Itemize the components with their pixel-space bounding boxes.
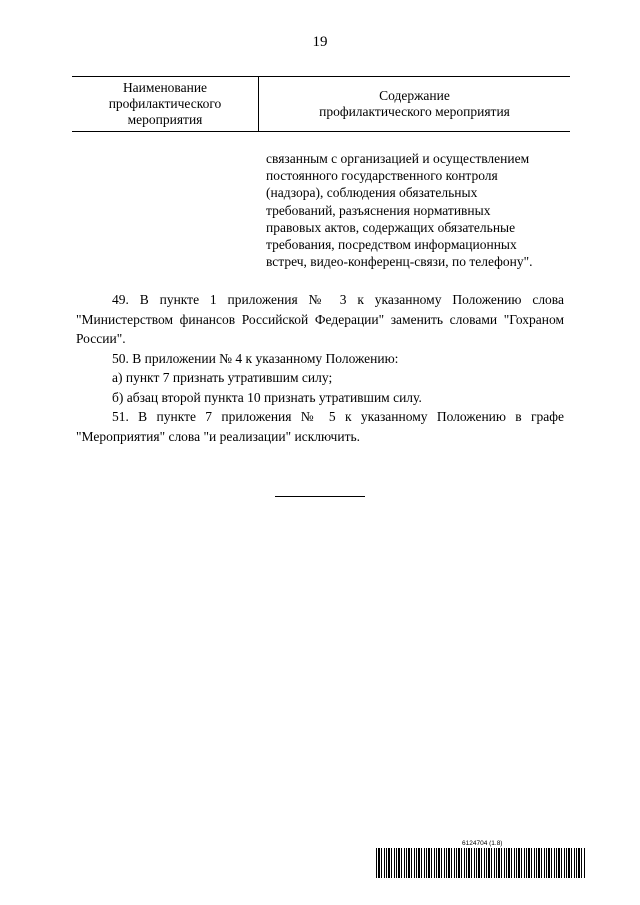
paragraph-51: 51. В пункте 7 приложения № 5 к указанному Положению в графе "Мероприятия" слова "и реализации" исключить. [76, 409, 564, 444]
cell-line: (надзора), соблюдения обязательных [266, 185, 478, 201]
table-header [72, 76, 570, 132]
barcode-label: 6124704 (1.8) [462, 840, 503, 847]
header-col1-line: мероприятия [127, 112, 203, 127]
paragraph-50-a: а) пункт 7 признать утратившим силу; [112, 370, 333, 385]
document-body [76, 290, 564, 446]
header-col2-line: Содержание [379, 88, 450, 103]
barcode-image [376, 848, 586, 878]
cell-line: встреч, видео-конференц-связи, по телефону". [266, 254, 533, 270]
table-header-content-column [259, 77, 570, 131]
paragraph-50: 50. В приложении № 4 к указанному Положению: [112, 350, 399, 366]
cell-line: требования, посредством информационных [266, 237, 517, 253]
header-col2-line: профилактического мероприятия [319, 104, 510, 119]
paragraph-49: 49. В пункте 1 приложения № 3 к указанному Положению слова "Министерством финансов Российской Федерации" заменить словами "Гохраном России". [76, 292, 564, 346]
header-col1-line: Наименование [122, 80, 208, 95]
table-header-name-column [72, 77, 259, 131]
cell-line: правовых актов, содержащих обязательные [266, 219, 516, 235]
header-col1-line: профилактического [108, 96, 222, 111]
page-number: 19 [312, 34, 328, 50]
cell-line: требований, разъяснения нормативных [266, 202, 491, 218]
table-cell-content [266, 150, 576, 270]
cell-line: постоянного государственного контроля [266, 168, 498, 184]
end-divider [275, 496, 365, 497]
cell-line: связанным с организацией и осуществлением [266, 151, 530, 166]
paragraph-50-b: б) абзац второй пункта 10 признать утратившим силу. [112, 389, 422, 405]
